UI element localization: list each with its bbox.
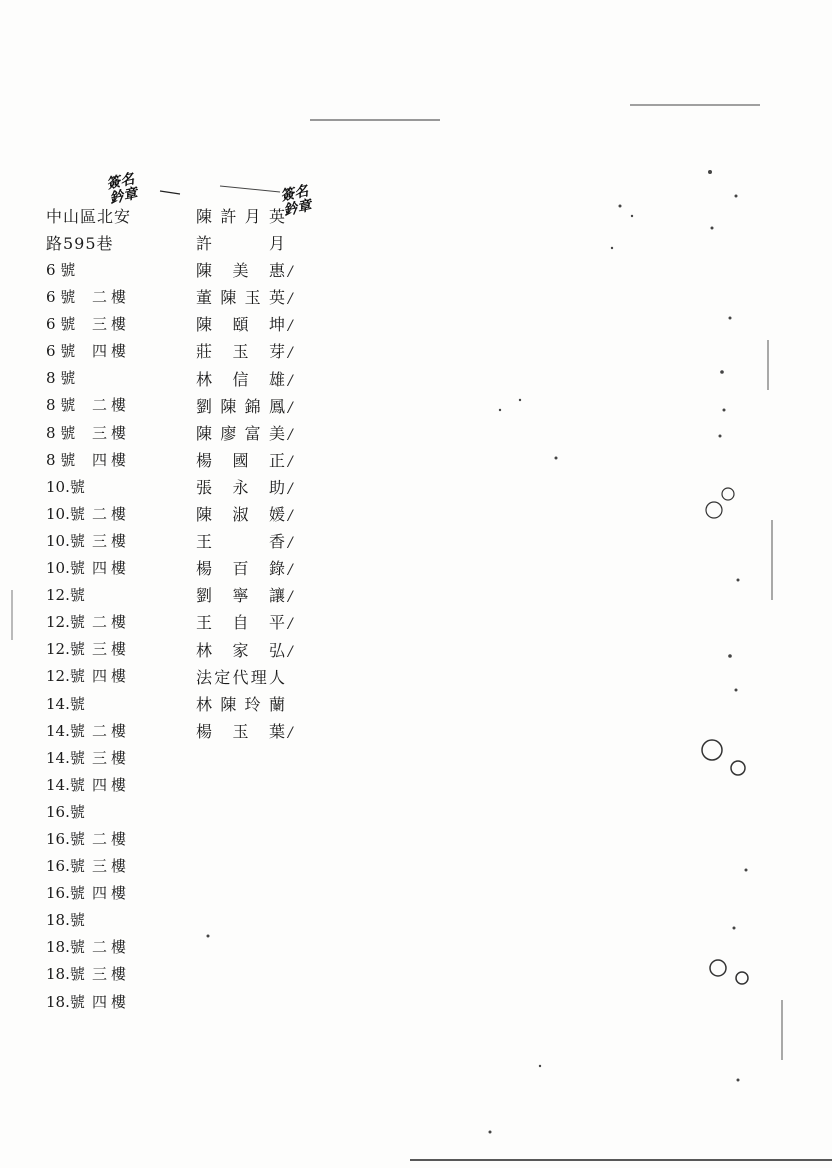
address-row: [46, 311, 130, 338]
house-number: 10.號: [46, 559, 85, 578]
house-number: 14.號: [46, 694, 85, 713]
house-number-list: [46, 257, 130, 1016]
address-row: [46, 338, 130, 365]
floor-label: 四樓: [92, 884, 131, 903]
address-row: [46, 853, 130, 880]
floor-label: 四樓: [92, 450, 131, 469]
address-row: [46, 365, 130, 392]
address-row: [46, 257, 130, 284]
floor-label: 三樓: [92, 531, 131, 550]
check-mark: /: [288, 318, 293, 335]
address-row: [46, 745, 130, 772]
address-row: [46, 961, 130, 988]
house-number: 8 號: [46, 450, 76, 469]
house-number: 6 號: [46, 342, 76, 361]
name-row: [196, 609, 293, 636]
check-mark: /: [288, 589, 293, 606]
floor-label: 二樓: [92, 396, 131, 415]
house-number: 16.號: [46, 829, 85, 848]
floor-label: 四樓: [92, 775, 131, 794]
floor-label: 二樓: [92, 721, 131, 740]
name-row: [196, 366, 293, 393]
house-number: 12.號: [46, 640, 85, 659]
check-mark: /: [288, 399, 293, 416]
name-row: [196, 257, 293, 284]
name-row: [196, 501, 293, 528]
floor-label: 二樓: [92, 504, 131, 523]
name-row: [196, 420, 293, 447]
check-mark: /: [288, 562, 293, 579]
owner-name: 陳美惠: [196, 261, 286, 281]
house-number: 18.號: [46, 992, 85, 1011]
house-number: 16.號: [46, 884, 85, 903]
address-row: [46, 501, 130, 528]
house-number: 6 號: [46, 261, 76, 279]
name-row: [196, 393, 293, 420]
address-line-2: 路595巷: [46, 234, 114, 253]
address-row: [46, 934, 130, 961]
owner-name: 張永助: [196, 477, 286, 497]
owner-name: 陳淑媛: [196, 505, 286, 525]
name-row: [196, 582, 293, 609]
seal-text: 簽名鈐章: [279, 183, 313, 220]
name-row: [196, 528, 293, 555]
owner-name: 法定代理人: [196, 667, 286, 687]
address-row: [46, 555, 130, 582]
address-row: [46, 392, 130, 419]
owner-name: 林信雄: [196, 369, 286, 389]
address-row: [46, 826, 130, 853]
owner-name: 楊國正: [196, 450, 286, 470]
check-mark: /: [288, 372, 293, 389]
owner-name: 王香: [196, 532, 286, 552]
address-row: [46, 772, 130, 799]
owner-name: 莊玉芽: [196, 342, 286, 362]
address-row: [46, 691, 130, 718]
house-number: 12.號: [46, 586, 85, 605]
owner-name: 楊玉葉: [196, 721, 286, 741]
owner-name: 劉陳錦鳳: [196, 396, 286, 416]
house-number: 8 號: [46, 423, 76, 442]
name-row: [196, 555, 293, 582]
address-row: [46, 718, 130, 745]
address-row: [46, 907, 130, 934]
address-row: [46, 528, 130, 555]
owner-name-list: [196, 203, 293, 745]
address-row: [46, 474, 130, 501]
address-row: [46, 582, 130, 609]
floor-label: 三樓: [92, 748, 131, 767]
address-row: [46, 636, 130, 663]
floor-label: 四樓: [92, 667, 131, 686]
owner-name: 陳頤坤: [196, 315, 286, 335]
house-number: 10.號: [46, 504, 85, 523]
house-number: 14.號: [46, 721, 85, 740]
house-number: 12.號: [46, 667, 85, 686]
address-row: [46, 663, 130, 690]
name-row: [196, 203, 293, 230]
check-mark: /: [288, 426, 293, 443]
house-number: 12.號: [46, 613, 85, 632]
address-row: [46, 447, 130, 474]
owner-name: 楊百錄: [196, 559, 286, 579]
house-number: 18.號: [46, 965, 85, 984]
floor-label: 三樓: [92, 315, 131, 334]
house-number: 6 號: [46, 315, 76, 334]
check-mark: /: [288, 616, 293, 633]
house-number: 8 號: [46, 369, 76, 388]
address-row: [46, 880, 130, 907]
owner-name: 陳許月英: [196, 207, 286, 226]
name-row: [196, 474, 293, 501]
check-mark: /: [288, 453, 293, 470]
name-row: [196, 284, 293, 311]
owner-name: 林陳玲蘭: [196, 694, 286, 714]
floor-label: 三樓: [92, 640, 131, 659]
floor-label: 二樓: [92, 613, 131, 632]
owner-name: 許月: [196, 234, 286, 254]
house-number: 16.號: [46, 802, 85, 821]
name-row: [196, 230, 293, 257]
name-row: [196, 718, 293, 745]
address-row: [46, 420, 130, 447]
house-number: 14.號: [46, 775, 85, 794]
house-number: 8 號: [46, 396, 76, 415]
address-row: [46, 799, 130, 826]
check-mark: /: [288, 291, 293, 308]
name-row: [196, 311, 293, 338]
check-mark: /: [288, 345, 293, 362]
floor-label: 四樓: [92, 559, 131, 578]
floor-label: 三樓: [92, 965, 131, 984]
street-address-heading: [46, 203, 131, 257]
name-row: [196, 338, 293, 365]
owner-name: 劉寧讓: [196, 586, 286, 606]
owner-name: 陳廖富美: [196, 423, 286, 443]
address-row: [46, 284, 130, 311]
house-number: 10.號: [46, 477, 85, 496]
house-number: 14.號: [46, 748, 85, 767]
house-number: 18.號: [46, 938, 85, 957]
floor-label: 三樓: [92, 857, 131, 876]
owner-name: 董陳玉英: [196, 288, 286, 308]
address-row: [46, 989, 130, 1016]
floor-label: 四樓: [92, 342, 131, 361]
house-number: 18.號: [46, 911, 85, 930]
name-row: [196, 691, 293, 718]
house-number: 10.號: [46, 531, 85, 550]
floor-label: 二樓: [92, 938, 131, 957]
house-number: 6 號: [46, 288, 76, 307]
floor-label: 四樓: [92, 992, 131, 1011]
floor-label: 三樓: [92, 423, 131, 442]
seal-text: 簽名鈐章: [105, 171, 139, 208]
house-number: 16.號: [46, 857, 85, 876]
owner-name: 王自平: [196, 613, 286, 633]
address-row: [46, 609, 130, 636]
floor-label: 二樓: [92, 288, 131, 307]
name-row: [196, 637, 293, 664]
name-row: [196, 664, 293, 691]
name-row: [196, 447, 293, 474]
address-line-1: 中山區北安: [46, 207, 132, 226]
check-mark: /: [288, 724, 293, 741]
check-mark: /: [288, 480, 293, 497]
check-mark: /: [288, 508, 293, 525]
owner-name: 林家弘: [196, 640, 286, 660]
floor-label: 二樓: [92, 829, 131, 848]
check-mark: /: [288, 264, 293, 281]
check-mark: /: [288, 535, 293, 552]
check-mark: /: [288, 643, 293, 660]
